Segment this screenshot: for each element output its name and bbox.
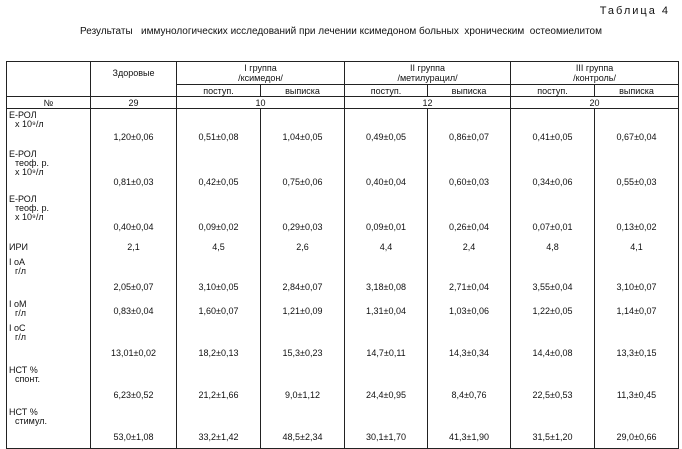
row-label (7, 109, 91, 149)
header-g2-admit: поступ. (345, 85, 428, 97)
table-cell: 0,41±0,05 (511, 109, 595, 149)
table-cell: 0,51±0,08 (177, 109, 261, 149)
table-row (7, 322, 679, 364)
row-label-line: х 10⁹/л (15, 212, 44, 222)
header-group3 (511, 62, 679, 85)
table-cell: 22,5±0,53 (511, 364, 595, 406)
table-cell: 41,3±1,90 (428, 406, 511, 449)
header-g1-discharge: выписка (261, 85, 345, 97)
row-label-line: теоф. р. (15, 203, 49, 213)
table-cell: 53,0±1,08 (91, 406, 177, 449)
row-label-line: г/л (15, 308, 27, 318)
table-cell: 2,05±0,07 (91, 256, 177, 298)
row-label-line: г/л (15, 266, 27, 276)
header-n-healthy: 29 (91, 97, 177, 109)
header-group1 (177, 62, 345, 85)
table-cell: 0,29±0,03 (261, 193, 345, 238)
header-group2-line1: II группа (410, 63, 445, 73)
row-label-line: г/л (15, 332, 27, 342)
table-cell: 1,14±0,07 (595, 298, 679, 322)
table-cell: 2,4 (428, 238, 511, 256)
table-cell: 4,1 (595, 238, 679, 256)
row-label (7, 193, 91, 238)
table-cell: 0,86±0,07 (428, 109, 511, 149)
table-cell: 4,5 (177, 238, 261, 256)
row-label (7, 256, 91, 298)
table-cell: 14,4±0,08 (511, 322, 595, 364)
table-cell: 0,67±0,04 (595, 109, 679, 149)
data-rows (7, 109, 679, 449)
table-row (7, 109, 679, 149)
table-cell: 9,0±1,12 (261, 364, 345, 406)
table-cell: 0,26±0,04 (428, 193, 511, 238)
table-cell: 14,7±0,11 (345, 322, 428, 364)
row-label-line: I оС (9, 323, 26, 333)
row-label-line: теоф. р. (15, 158, 49, 168)
table-cell: 0,40±0,04 (91, 193, 177, 238)
results-table (6, 61, 679, 449)
row-label-line: Е-РОЛ (9, 110, 37, 120)
table-cell: 29,0±0,66 (595, 406, 679, 449)
header-g3-discharge: выписка (595, 85, 679, 97)
row-label-line: х 10⁹/л (15, 119, 44, 129)
table-row (7, 238, 679, 256)
header-empty-cell (7, 62, 91, 97)
table-row (7, 256, 679, 298)
table-cell: 13,3±0,15 (595, 322, 679, 364)
table-row (7, 406, 679, 449)
row-label-line: НСТ % (9, 365, 38, 375)
header-n-group2: 12 (345, 97, 511, 109)
table-cell: 0,07±0,01 (511, 193, 595, 238)
table-cell: 1,03±0,06 (428, 298, 511, 322)
header-group1-line2: /ксимедон/ (238, 73, 283, 83)
table-cell: 0,81±0,03 (91, 148, 177, 193)
table-number-label: Таблица 4 (599, 5, 670, 17)
header-group2-line2: /метилурацил/ (397, 73, 458, 83)
table-cell: 3,55±0,04 (511, 256, 595, 298)
row-label-line: ИРИ (9, 241, 28, 252)
table-cell: 0,34±0,06 (511, 148, 595, 193)
table-cell: 1,21±0,09 (261, 298, 345, 322)
table-cell: 48,5±2,34 (261, 406, 345, 449)
header-n-label: № (7, 97, 91, 109)
table-row (7, 298, 679, 322)
table-cell: 18,2±0,13 (177, 322, 261, 364)
header-group1-line1: I группа (244, 63, 277, 73)
row-label (7, 148, 91, 193)
header-group3-line1: III группа (575, 63, 614, 73)
table-cell: 1,22±0,05 (511, 298, 595, 322)
table-cell: 30,1±1,70 (345, 406, 428, 449)
row-label (7, 322, 91, 364)
table-cell: 6,23±0,52 (91, 364, 177, 406)
table-cell: 0,83±0,04 (91, 298, 177, 322)
table-cell: 0,09±0,01 (345, 193, 428, 238)
table-cell: 0,55±0,03 (595, 148, 679, 193)
table-cell: 14,3±0,34 (428, 322, 511, 364)
row-label-line: х 10⁹/л (15, 167, 44, 177)
table-cell: 2,1 (91, 238, 177, 256)
table-cell: 8,4±0,76 (428, 364, 511, 406)
table-cell: 0,60±0,03 (428, 148, 511, 193)
table-cell: 1,31±0,04 (345, 298, 428, 322)
row-label-line: Е-РОЛ (9, 194, 37, 204)
row-label (7, 298, 91, 322)
document-title: Результаты иммунологических исследований при лечении ксимедоном больных хроническим остеомиелитом (80, 26, 602, 37)
table-cell: 3,18±0,08 (345, 256, 428, 298)
table-cell: 3,10±0,05 (177, 256, 261, 298)
table-cell: 0,40±0,04 (345, 148, 428, 193)
table-cell: 4,8 (511, 238, 595, 256)
header-g3-admit: поступ. (511, 85, 595, 97)
table-cell: 2,71±0,04 (428, 256, 511, 298)
table-cell: 15,3±0,23 (261, 322, 345, 364)
table-cell: 0,13±0,02 (595, 193, 679, 238)
row-label-line: спонт. (15, 374, 40, 384)
table-cell: 24,4±0,95 (345, 364, 428, 406)
row-label-line: стимул. (15, 416, 47, 426)
table-cell: 13,01±0,02 (91, 322, 177, 364)
table-cell: 0,42±0,05 (177, 148, 261, 193)
header-group2 (345, 62, 511, 85)
table-row (7, 148, 679, 193)
table-cell: 2,6 (261, 238, 345, 256)
table-row (7, 364, 679, 406)
row-label (7, 406, 91, 449)
header-healthy: Здоровые (91, 62, 177, 97)
header-g2-discharge: выписка (428, 85, 511, 97)
header-g1-admit: поступ. (177, 85, 261, 97)
header-group3-line2: /контроль/ (573, 73, 616, 83)
table-cell: 1,20±0,06 (91, 109, 177, 149)
row-label (7, 364, 91, 406)
table-cell: 0,09±0,02 (177, 193, 261, 238)
table-cell: 3,10±0,07 (595, 256, 679, 298)
table-cell: 4,4 (345, 238, 428, 256)
header-n-group1: 10 (177, 97, 345, 109)
table-cell: 0,49±0,05 (345, 109, 428, 149)
table-cell: 1,60±0,07 (177, 298, 261, 322)
table-cell: 33,2±1,42 (177, 406, 261, 449)
table-cell: 11,3±0,45 (595, 364, 679, 406)
header-row-groups (7, 62, 679, 85)
row-label-line: НСТ % (9, 407, 38, 417)
row-label-line: I оМ (9, 299, 27, 309)
table-row (7, 193, 679, 238)
header-n-group3: 20 (511, 97, 679, 109)
table-cell: 0,75±0,06 (261, 148, 345, 193)
header-row-count (7, 97, 679, 109)
row-label (7, 238, 91, 256)
row-label-line: Е-РОЛ (9, 149, 37, 159)
table-cell: 21,2±1,66 (177, 364, 261, 406)
table-cell: 1,04±0,05 (261, 109, 345, 149)
table-cell: 31,5±1,20 (511, 406, 595, 449)
row-label-line: I оА (9, 257, 26, 267)
table-cell: 2,84±0,07 (261, 256, 345, 298)
